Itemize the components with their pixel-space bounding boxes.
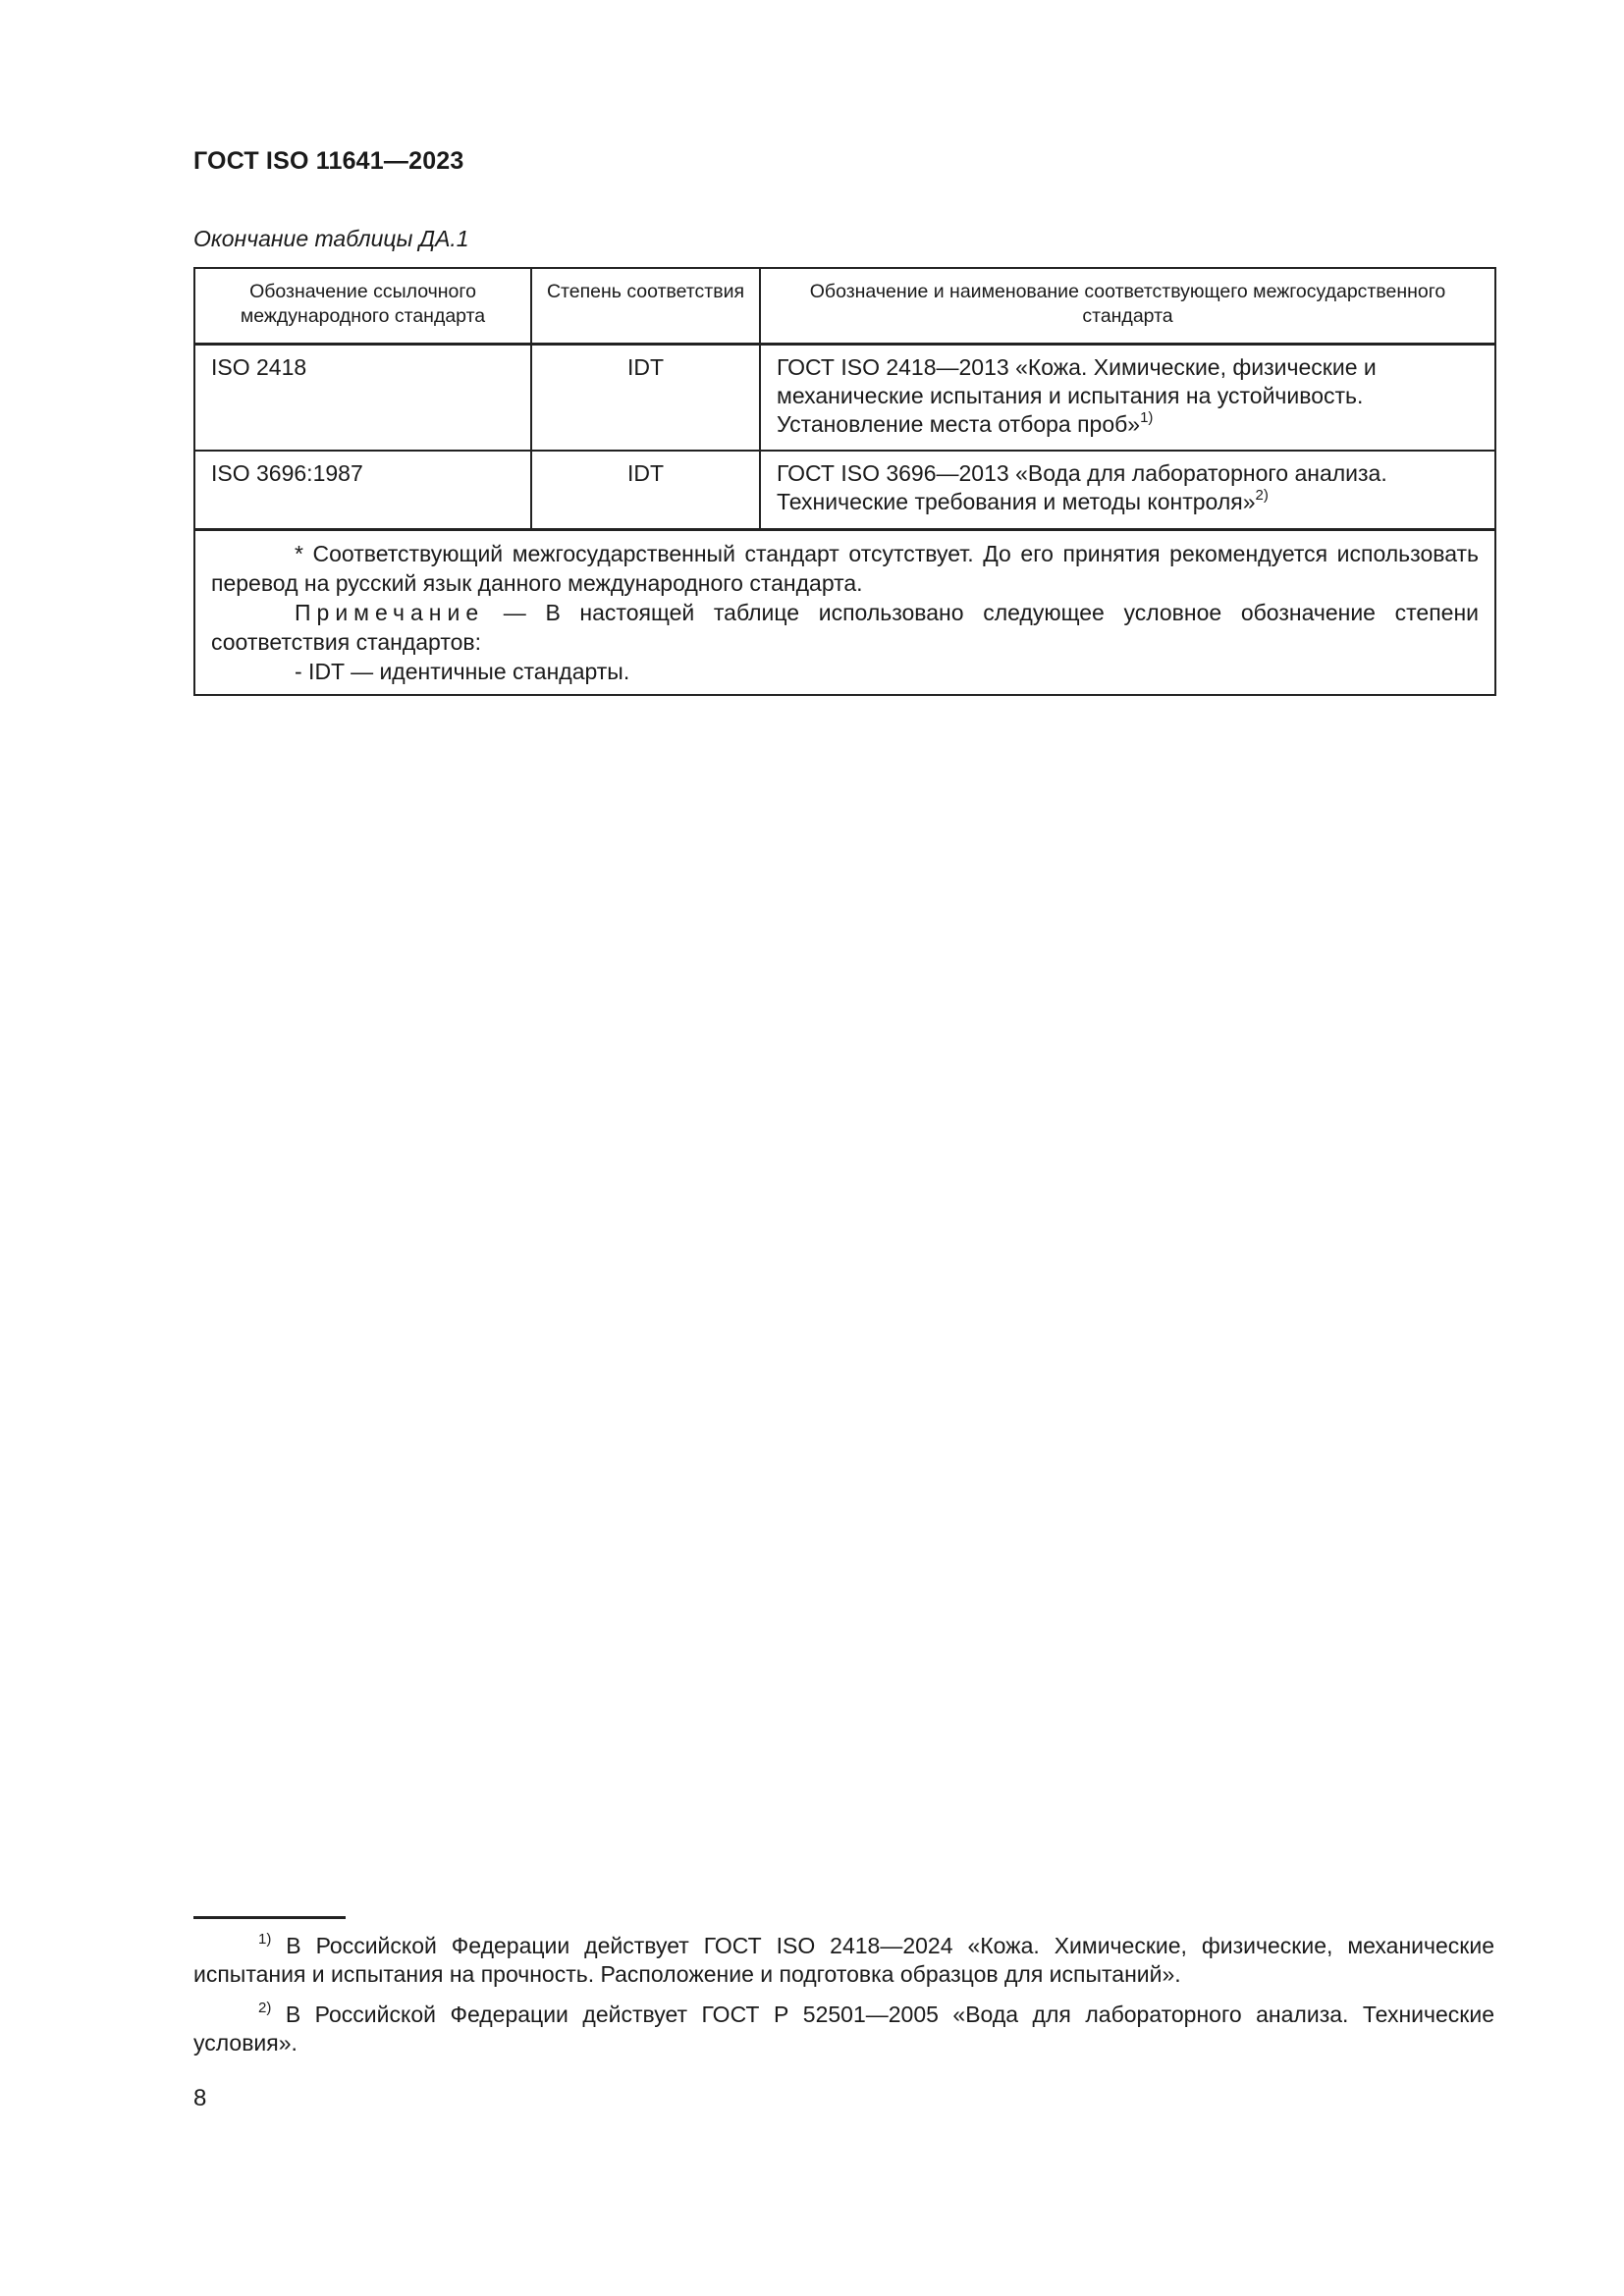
table-notes: [194, 530, 1495, 696]
note-paragraph: [211, 598, 1479, 657]
footnote-ref: 2): [1255, 487, 1269, 504]
footnote: [193, 2001, 1494, 2057]
interstate-text: ГОСТ ISO 3696—2013 «Вода для лабораторного анализа. Технические требования и методы контроля»: [777, 460, 1387, 514]
interstate-text: ГОСТ ISO 2418—2013 «Кожа. Химические, физические и механические испытания и испытания на устойчивость. Установление места отбора проб»: [777, 354, 1377, 437]
cell-degree: IDT: [531, 345, 760, 452]
cell-international: ISO 3696:1987: [194, 451, 531, 530]
footnote-marker: 1): [258, 1931, 272, 1948]
cell-international: ISO 2418: [194, 345, 531, 452]
column-header-international: Обозначение ссылочного международного стандарта: [194, 268, 531, 345]
footnote-marker: 2): [258, 2000, 272, 2016]
footnote-separator: [193, 1916, 346, 1919]
column-header-degree: Степень соответствия: [531, 268, 760, 345]
footnote-ref: 1): [1140, 409, 1154, 426]
footnote-text: В Российской Федерации действует ГОСТ Р 52501—2005 «Вода для лабораторного анализа. Технические условия».: [193, 2002, 1494, 2056]
page-number: 8: [193, 2085, 207, 2111]
reference-standards-table: [193, 267, 1496, 696]
table-notes-row: [194, 530, 1495, 696]
asterisk-note: * Соответствующий межгосударственный стандарт отсутствует. До его принятия рекомендуется использовать перевод на русский язык данного международного стандарта.: [211, 541, 1479, 596]
table-header-row: [194, 268, 1495, 345]
table-row: [194, 451, 1495, 530]
cell-degree: IDT: [531, 451, 760, 530]
note-label: Примечание: [295, 600, 485, 625]
note-text: — В настоящей таблице использовано следующее условное обозначение степени соответствия стандартов:: [211, 600, 1479, 655]
table-row: [194, 345, 1495, 452]
table-caption: Окончание таблицы ДА.1: [193, 226, 469, 251]
document-code: ГОСТ ISO 11641—2023: [193, 147, 464, 175]
footnote-text: В Российской Федерации действует ГОСТ ISO 2418—2024 «Кожа. Химические, физические, механические испытания и испытания на прочность. Расположение и подготовка образцов для испытаний».: [193, 1933, 1494, 1987]
cell-interstate: [760, 345, 1495, 452]
column-header-interstate: Обозначение и наименование соответствующего межгосударственного стандарта: [760, 268, 1495, 345]
footnote: [193, 1932, 1494, 1989]
cell-interstate: [760, 451, 1495, 530]
legend-item: - IDT — идентичные стандарты.: [295, 659, 630, 684]
footnotes: [193, 1932, 1494, 2069]
